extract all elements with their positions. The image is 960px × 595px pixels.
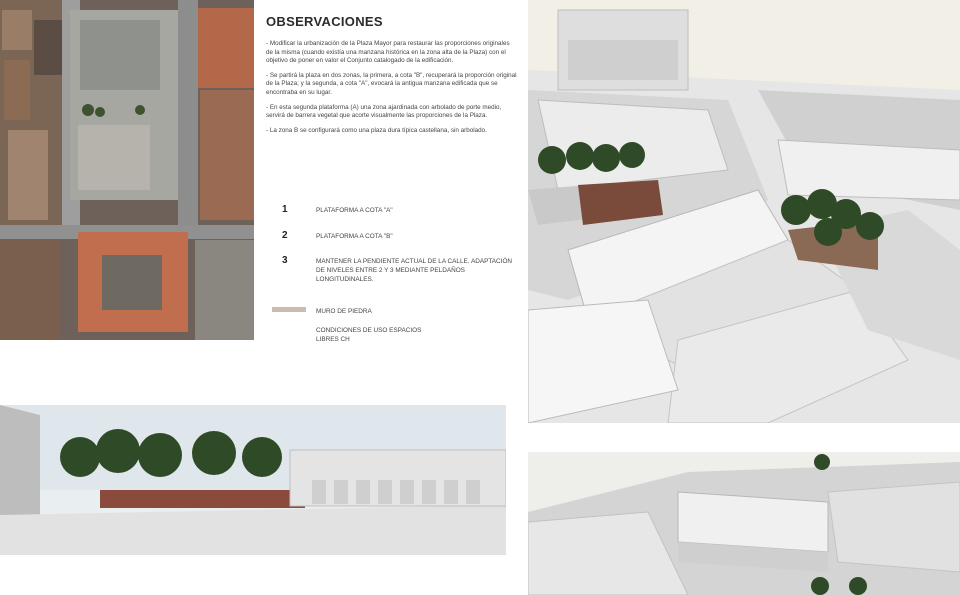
legend-number: 1 bbox=[282, 204, 288, 215]
legend-text: MURO DE PIEDRA bbox=[316, 308, 372, 315]
render-street-view bbox=[0, 405, 506, 555]
observacion-item: - En esta segunda plataforma (A) una zona ajardinada con arbolado de porte medio, servirá de barrera vegetal que acorte visualmente las proporciones de la Plaza. bbox=[266, 103, 502, 120]
legend-text: PLATAFORMA A COTA "B" bbox=[316, 233, 393, 240]
legend-item-3 bbox=[266, 255, 522, 295]
legend-text: PLATAFORMA A COTA "A" bbox=[316, 207, 393, 214]
muro-swatch bbox=[272, 307, 306, 312]
observaciones-list bbox=[266, 40, 518, 141]
aerial-photo bbox=[0, 0, 254, 340]
legend-text: MANTENER LA PENDIENTE ACTUAL DE LA CALLE. ADAPTACIÓN DE NIVELES ENTRE 2 Y 3 MEDIANTE PELDAÑOS LONGITUDINALES. bbox=[316, 258, 513, 284]
observaciones-panel bbox=[262, 8, 524, 358]
observacion-item: - Se partirá la plaza en dos zonas, la primera, a cota "B", recuperará la proporción original de la Plaza; y la segunda, a cota "A", evocará la antigua manzana edificada que se encontraba en su lugar. bbox=[266, 71, 517, 96]
legend-number: 2 bbox=[282, 230, 288, 241]
legend-text: CONDICIONES DE USO ESPACIOS LIBRES CH bbox=[316, 327, 422, 344]
render-perspective-view bbox=[528, 452, 960, 595]
observacion-item: - Modificar la urbanización de la Plaza Mayor para restaurar las proporciones originales de la misma (cuando existía una manzana histórica en la zona alta de la Plaza) con el objetivo de poner en valor el Conjunto catalogado de la edificación. bbox=[266, 40, 510, 65]
render-aerial-view bbox=[528, 0, 960, 423]
observacion-item: - La zona B se configurará como una plaza dura típica castellana, sin arbolado. bbox=[266, 126, 487, 134]
legend-item-condiciones bbox=[266, 324, 522, 364]
legend-number: 3 bbox=[282, 255, 288, 266]
observaciones-title: OBSERVACIONES bbox=[266, 14, 383, 29]
